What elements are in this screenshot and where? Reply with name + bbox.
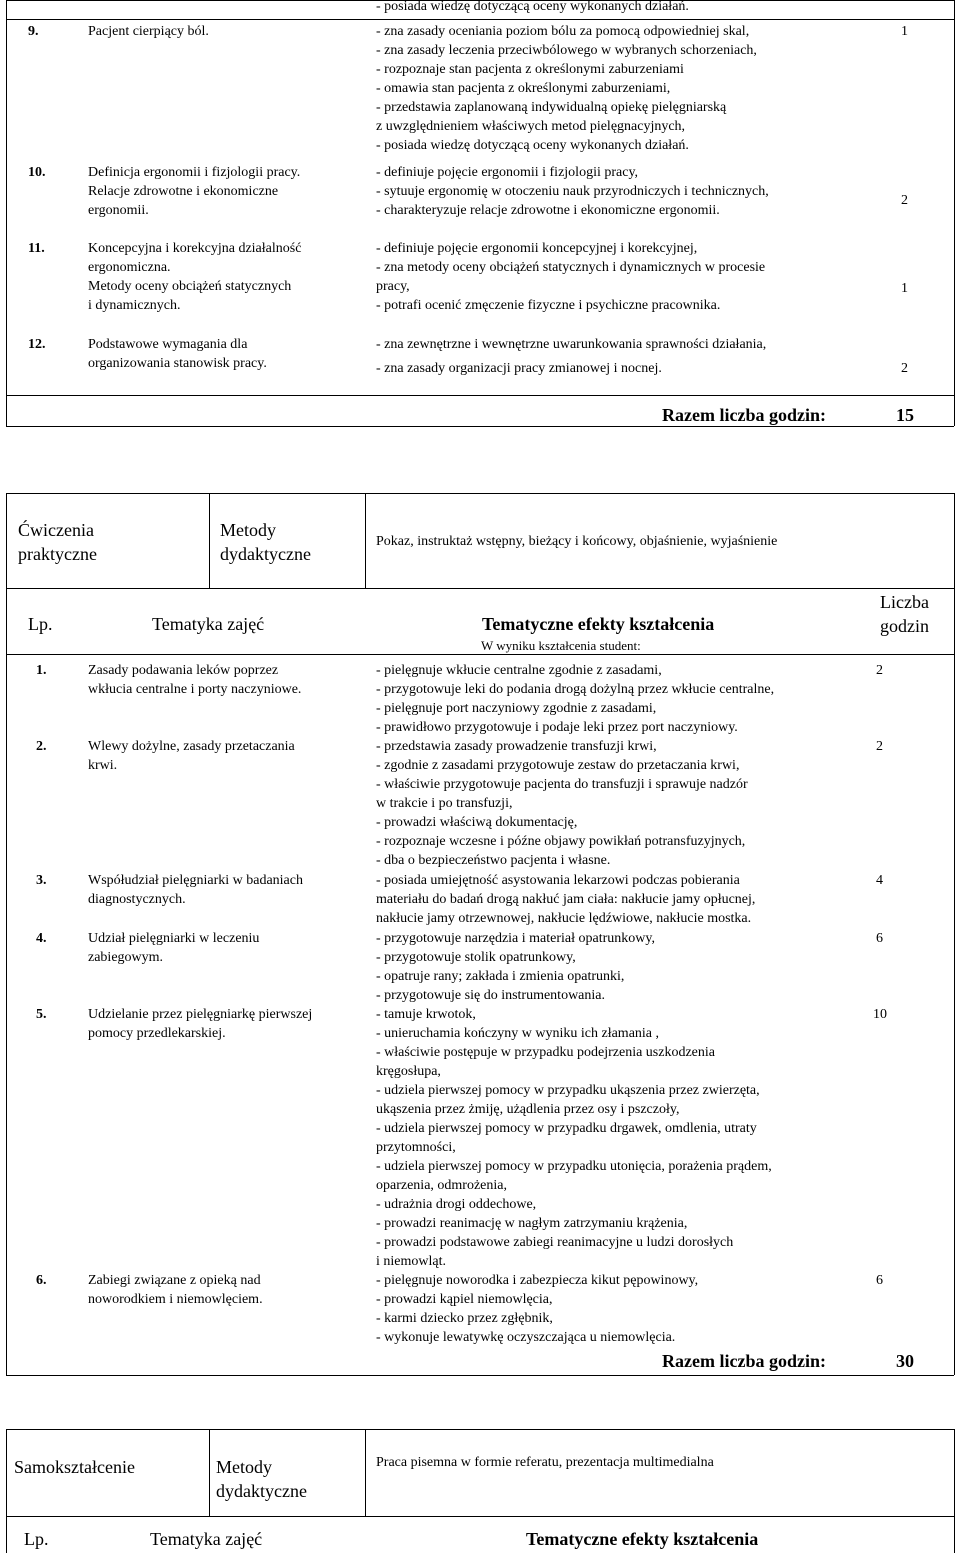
row-topic: Relacje zdrowotne i ekonomiczne (88, 184, 279, 199)
row-number: 3. (36, 873, 47, 888)
row-topic: zabiegowym. (88, 950, 164, 965)
practice-section-label: praktyczne (18, 544, 97, 564)
row-effect: - pielęgnuje noworodka i zabezpiecza kikut pępowinowy, (376, 1273, 699, 1288)
row-effect: - wykonuje lewatywkę oczyszczająca u niemowlęcia. (376, 1330, 676, 1345)
row-hours: 1 (901, 281, 908, 296)
row-effect: - przygotowuje leki do podania drogą dożylną przez wkłucie centralne, (376, 682, 775, 697)
row-hours: 6 (876, 1273, 883, 1288)
row-effect: - zna metody oceny obciążeń statycznych i dynamicznych w procesie (376, 260, 766, 275)
row-effect: - przygotowuje się do instrumentowania. (376, 988, 606, 1003)
row-effect: - zna zasady organizacji pracy zmianowej i nocnej. (376, 361, 662, 376)
row-effect: - zna zasady oceniania poziom bólu za pomocą odpowiedniej skal, (376, 24, 750, 39)
row-effect: - definiuje pojęcie ergonomii i fizjologii pracy, (376, 165, 639, 180)
row-hours: 2 (901, 361, 908, 376)
row-effect: - prowadzi właściwą dokumentację, (376, 815, 578, 830)
row-effect: z uwzględnieniem właściwych metod pielęgnacyjnych, (376, 119, 686, 134)
row-effect: - prowadzi reanimację w nagłym zatrzymaniu krążenia, (376, 1216, 688, 1231)
practice-header-hours: godzin (880, 616, 929, 636)
practice-header-topic: Tematyka zajęć (152, 614, 265, 634)
row-effect: - karmi dziecko przez zgłębnik, (376, 1311, 553, 1326)
row-effect: - opatruje rany; zakłada i zmienia opatrunki, (376, 969, 625, 984)
row-effect: - przygotowuje narzędzia i materiał opatrunkowy, (376, 931, 655, 946)
row-number: 2. (36, 739, 47, 754)
row-hours: 1 (901, 24, 908, 39)
practice-header-lp: Lp. (28, 614, 53, 634)
self-study-header-topic: Tematyka zajęć (150, 1529, 263, 1549)
row-topic: Koncepcyjna i korekcyjna działalność (88, 241, 302, 256)
row-number: 5. (36, 1007, 47, 1022)
row-effect: - zna zewnętrzne i wewnętrzne uwarunkowania sprawności działania, (376, 337, 767, 352)
row-hours: 2 (876, 739, 883, 754)
row-topic: Metody oceny obciążeń statycznych (88, 279, 292, 294)
practice-total-label: Razem liczba godzin: (662, 1351, 826, 1371)
lecture-total-value: 15 (896, 405, 914, 425)
row-topic: krwi. (88, 758, 118, 773)
row-effect: i niemowląt. (376, 1254, 446, 1269)
self-study-header-effects: Tematyczne efekty kształcenia (526, 1529, 759, 1549)
row-topic: diagnostycznych. (88, 892, 186, 907)
row-effect: - sytuuje ergonomię w otoczeniu nauk przyrodniczych i technicznych, (376, 184, 769, 199)
practice-methods-label: dydaktyczne (220, 544, 311, 564)
row-effect: - potrafi ocenić zmęczenie fizyczne i psychiczne pracownika. (376, 298, 721, 313)
row-effect: oparzenia, odmrożenia, (376, 1178, 507, 1193)
practice-total-value: 30 (896, 1351, 914, 1371)
row-effect: - właściwie przygotowuje pacjenta do transfuzji i sprawuje nadzór (376, 777, 748, 792)
row-number: 11. (28, 241, 45, 256)
row-effect: - prowadzi podstawowe zabiegi reanimacyjne u ludzi dorosłych (376, 1235, 734, 1250)
row-hours: 2 (876, 663, 883, 678)
row-topic: Współudział pielęgniarki w badaniach (88, 873, 303, 888)
row-effect: - zgodnie z zasadami przygotowuje zestaw do przetaczania krwi, (376, 758, 740, 773)
practice-section-label: Ćwiczenia (18, 520, 94, 540)
row-number: 10. (28, 165, 46, 180)
row-effect: pracy, (376, 279, 410, 294)
row-effect: - tamuje krwotok, (376, 1007, 476, 1022)
row-effect: materiału do badań drogą nakłuć jam ciała: nakłucie jamy opłucnej, (376, 892, 756, 907)
row-number: 9. (28, 24, 39, 39)
row-hours: 2 (901, 193, 908, 208)
row-number: 1. (36, 663, 47, 678)
row-effect: przytomności, (376, 1140, 456, 1155)
row-effect: kręgosłupa, (376, 1064, 441, 1079)
row-topic: organizowania stanowisk pracy. (88, 356, 267, 371)
row-topic: i dynamicznych. (88, 298, 181, 313)
row-topic: Definicja ergonomii i fizjologii pracy. (88, 165, 301, 180)
row-effect: - prawidłowo przygotowuje i podaje leki przez port naczyniowy. (376, 720, 738, 735)
row-effect: - posiada wiedzę dotyczącą oceny wykonanych działań. (376, 138, 689, 153)
practice-header-effects: Tematyczne efekty kształcenia (482, 614, 715, 634)
row-topic: Zabiegi związane z opieką nad (88, 1273, 261, 1288)
row-effect: - udziela pierwszej pomocy w przypadku utonięcia, porażenia prądem, (376, 1159, 772, 1174)
row-hours: 4 (876, 873, 883, 888)
row-number: 4. (36, 931, 47, 946)
row-effect: - przygotowuje stolik opatrunkowy, (376, 950, 576, 965)
self-study-section-label: Samokształcenie (14, 1457, 135, 1477)
row-effect: ukąszenia przez żmiję, użądlenia przez osy i pszczoły, (376, 1102, 680, 1117)
row-effect: - prowadzi kąpiel niemowlęcia, (376, 1292, 553, 1307)
practice-header-effects-sub: W wyniku kształcenia student: (481, 638, 641, 653)
row-topic: wkłucia centralne i porty naczyniowe. (88, 682, 302, 697)
practice-header-hours: Liczba (880, 592, 929, 612)
row-effect: - rozpoznaje wczesne i późne objawy powikłań potransfuzyjnych, (376, 834, 746, 849)
row-effect: - charakteryzuje relacje zdrowotne i ekonomiczne ergonomii. (376, 203, 720, 218)
practice-methods-label: Metody (220, 520, 276, 540)
row-effect: - definiuje pojęcie ergonomii koncepcyjnej i korekcyjnej, (376, 241, 698, 256)
row-topic: noworodkiem i niemowlęciem. (88, 1292, 263, 1307)
row-effect: - przedstawia zaplanowaną indywidualną opiekę pielęgniarską (376, 100, 727, 115)
row-effect: - pielęgnuje wkłucie centralne zgodnie z zasadami, (376, 663, 662, 678)
row-effect: w trakcie i po transfuzji, (376, 796, 513, 811)
row-effect: - dba o bezpieczeństwo pacjenta i własne. (376, 853, 611, 868)
row-effect: - właściwie postępuje w przypadku podejrzenia uszkodzenia (376, 1045, 715, 1060)
row-topic: ergonomii. (88, 203, 149, 218)
practice-methods-value: Pokaz, instruktaż wstępny, bieżący i końcowy, objaśnienie, wyjaśnienie (376, 534, 778, 549)
row-effect: - przedstawia zasady prowadzenie transfuzji krwi, (376, 739, 657, 754)
row-hours: 6 (876, 931, 883, 946)
row-effect: - udrażnia drogi oddechowe, (376, 1197, 537, 1212)
row-topic: Udział pielęgniarki w leczeniu (88, 931, 260, 946)
row-number: 6. (36, 1273, 47, 1288)
row-effect: - rozpoznaje stan pacjenta z określonymi zaburzeniami (376, 62, 684, 77)
row-effect: - posiada umiejętność asystowania lekarzowi podczas pobierania (376, 873, 740, 888)
row-topic: Zasady podawania leków poprzez (88, 663, 279, 678)
row-topic: Wlewy dożylne, zasady przetaczania (88, 739, 295, 754)
self-study-methods-value: Praca pisemna w formie referatu, prezentacja multimedialna (376, 1455, 714, 1470)
self-study-header-lp: Lp. (24, 1529, 49, 1549)
row-hours: 10 (873, 1007, 887, 1022)
row-topic: Udzielanie przez pielęgniarkę pierwszej (88, 1007, 313, 1022)
row-topic: Pacjent cierpiący ból. (88, 24, 209, 39)
row-effect: - omawia stan pacjenta z określonymi zaburzeniami, (376, 81, 671, 96)
row-effect: - udziela pierwszej pomocy w przypadku drgawek, omdlenia, utraty (376, 1121, 757, 1136)
row-effect: - pielęgnuje port naczyniowy zgodnie z zasadami, (376, 701, 657, 716)
continuation-text: - posiada wiedzę dotyczącą oceny wykonanych działań. (376, 0, 689, 14)
row-effect: nakłucie jamy otrzewnowej, nakłucie lędźwiowe, nakłucie mostka. (376, 911, 752, 926)
row-effect: - unieruchamia kończyny w wyniku ich złamania , (376, 1026, 660, 1041)
self-study-methods-label: dydaktyczne (216, 1481, 307, 1501)
self-study-methods-label: Metody (216, 1457, 272, 1477)
row-topic: pomocy przedlekarskiej. (88, 1026, 226, 1041)
lecture-total-label: Razem liczba godzin: (662, 405, 826, 425)
row-topic: ergonomiczna. (88, 260, 171, 275)
row-number: 12. (28, 337, 46, 352)
row-topic: Podstawowe wymagania dla (88, 337, 248, 352)
row-effect: - udziela pierwszej pomocy w przypadku ukąszenia przez zwierzęta, (376, 1083, 760, 1098)
row-effect: - zna zasady leczenia przeciwbólowego w wybranych schorzeniach, (376, 43, 757, 58)
